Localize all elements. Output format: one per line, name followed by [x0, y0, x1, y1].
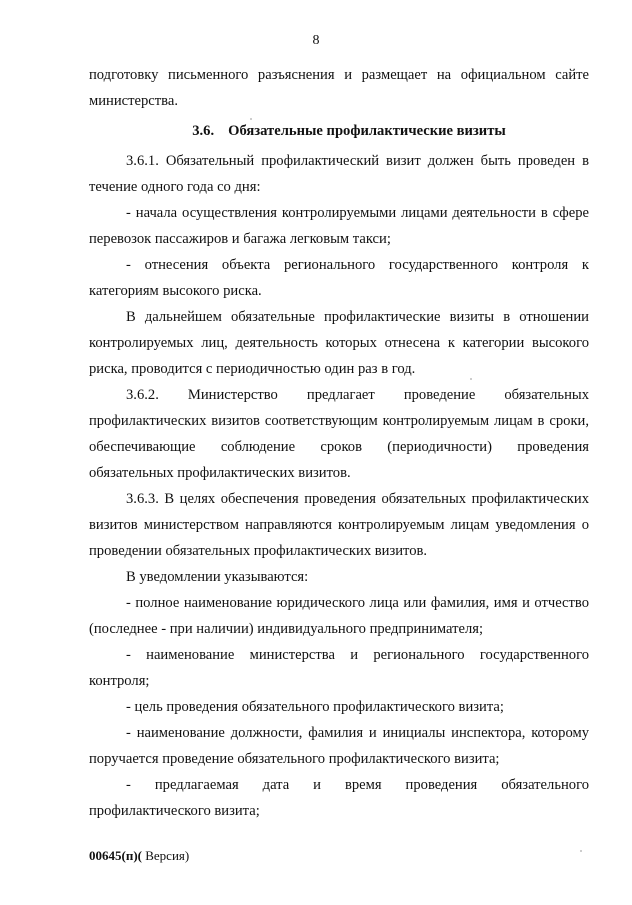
- section-number: 3.6.: [192, 123, 215, 139]
- list-item-inspector: - наименование должности, фамилия и инициалы инспектора, которому поручается проведение обязательного профилактического визита;: [89, 725, 589, 767]
- document-footer: [89, 848, 189, 864]
- list-item-date-time: - предлагаемая дата и время проведения обязательного профилактического визита;: [89, 777, 589, 819]
- list-item-full-name: - полное наименование юридического лица или фамилия, имя и отчество (последнее - при наличии) индивидуального предпринимателя;: [89, 595, 589, 637]
- list-item-high-risk: - отнесения объекта регионального государственного контроля к категориям высокого риска.: [89, 257, 589, 299]
- document-body: [89, 62, 589, 824]
- paragraph-continuation: подготовку письменного разъяснения и размещает на официальном сайте министерства.: [89, 67, 589, 109]
- document-version: Версия): [141, 848, 190, 863]
- paragraph-notice-contents: В уведомлении указываются:: [126, 569, 309, 585]
- list-item-taxi: - начала осуществления контролируемыми лицами деятельности в сфере перевозок пассажиров и багажа легковым такси;: [89, 205, 589, 247]
- paragraph-3-6-3: 3.6.3. В целях обеспечения проведения обязательных профилактических визитов министерством направляются контролируемым лицам уведомления о проведении обязательных профилактических визитов.: [89, 491, 589, 559]
- section-heading: [89, 118, 589, 144]
- scan-speck: [470, 378, 472, 380]
- list-item-purpose: - цель проведения обязательного профилактического визита;: [126, 699, 504, 715]
- scan-speck: [250, 118, 252, 120]
- list-item-ministry-name: - наименование министерства и регионального государственного контроля;: [89, 647, 589, 689]
- paragraph-3-6-2: 3.6.2. Министерство предлагает проведение обязательных профилактических визитов соответствующим контролируемым лицам в сроки, обеспечивающие соблюдение сроков (периодичности) проведения обязательных профилактических визитов.: [89, 387, 589, 481]
- section-title: Обязательные профилактические визиты: [228, 123, 506, 139]
- scan-speck: [580, 850, 582, 852]
- document-code: 00645(п)(: [89, 848, 142, 863]
- page-number: 8: [312, 33, 320, 48]
- paragraph-periodicity: В дальнейшем обязательные профилактические визиты в отношении контролируемых лиц, деятельность которых отнесена к категории высокого риска, проводится с периодичностью один раз в год.: [89, 309, 589, 377]
- paragraph-3-6-1: 3.6.1. Обязательный профилактический визит должен быть проведен в течение одного года со дня:: [89, 153, 589, 195]
